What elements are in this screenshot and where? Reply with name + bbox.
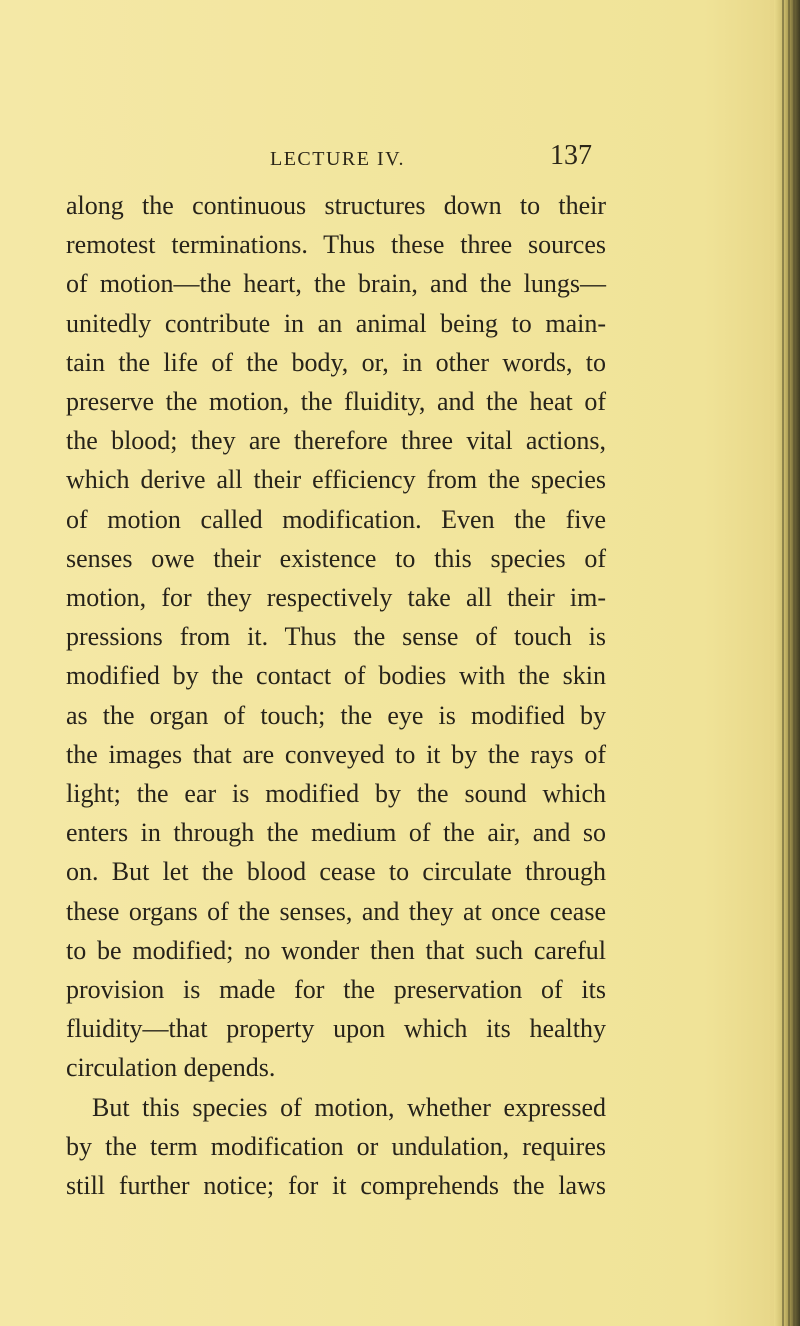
page-edge-binding: [774, 0, 800, 1326]
text-line: of motion called modification. Even the five: [66, 504, 606, 534]
text-line: modified by the contact of bodies with the skin: [66, 661, 606, 691]
body-text: [66, 186, 606, 1205]
text-line: fluidity—that property upon which its healthy: [66, 1014, 606, 1044]
text-line: preserve the motion, the fluidity, and the heat of: [66, 387, 606, 417]
page-edge-line: [793, 0, 795, 1326]
text-line: circulation depends.: [66, 1053, 276, 1083]
text-line: along the continuous structures down to their: [66, 191, 606, 220]
page-edge-line: [788, 0, 790, 1326]
text-line: the images that are conveyed to it by the rays of: [66, 739, 606, 769]
text-line: senses owe their existence to this species of: [66, 543, 606, 573]
running-head: LECTURE IV.: [270, 148, 406, 170]
page-edge-line: [782, 0, 784, 1326]
text-line: by the term modification or undulation, requires: [66, 1131, 606, 1161]
text-line: the blood; they are therefore three vital actions,: [66, 426, 606, 456]
text-line: on. But let the blood cease to circulate through: [66, 857, 606, 887]
text-line: as the organ of touch; the eye is modified by: [66, 700, 606, 730]
text-line: enters in through the medium of the air, and so: [66, 818, 606, 848]
text-line: But this species of motion, whether expressed: [92, 1092, 606, 1122]
text-line: these organs of the senses, and they at once cease: [66, 896, 606, 926]
text-line: which derive all their efficiency from the species: [66, 465, 606, 495]
text-line: motion, for they respectively take all their im-: [66, 583, 606, 613]
text-line: pressions from it. Thus the sense of touch is: [66, 622, 606, 652]
text-line: of motion—the heart, the brain, and the lungs—: [66, 269, 606, 299]
page-header: [0, 140, 800, 178]
page-number: 137: [550, 140, 592, 171]
text-line: still further notice; for it comprehends the laws: [66, 1171, 606, 1201]
text-line: unitedly contribute in an animal being to main-: [66, 308, 606, 338]
text-line: remotest terminations. Thus these three sources: [66, 230, 606, 260]
text-line: light; the ear is modified by the sound which: [66, 779, 606, 809]
text-line: to be modified; no wonder then that such careful: [66, 935, 606, 965]
text-line: tain the life of the body, or, in other words, to: [66, 347, 606, 377]
text-line: provision is made for the preservation of its: [66, 975, 606, 1005]
